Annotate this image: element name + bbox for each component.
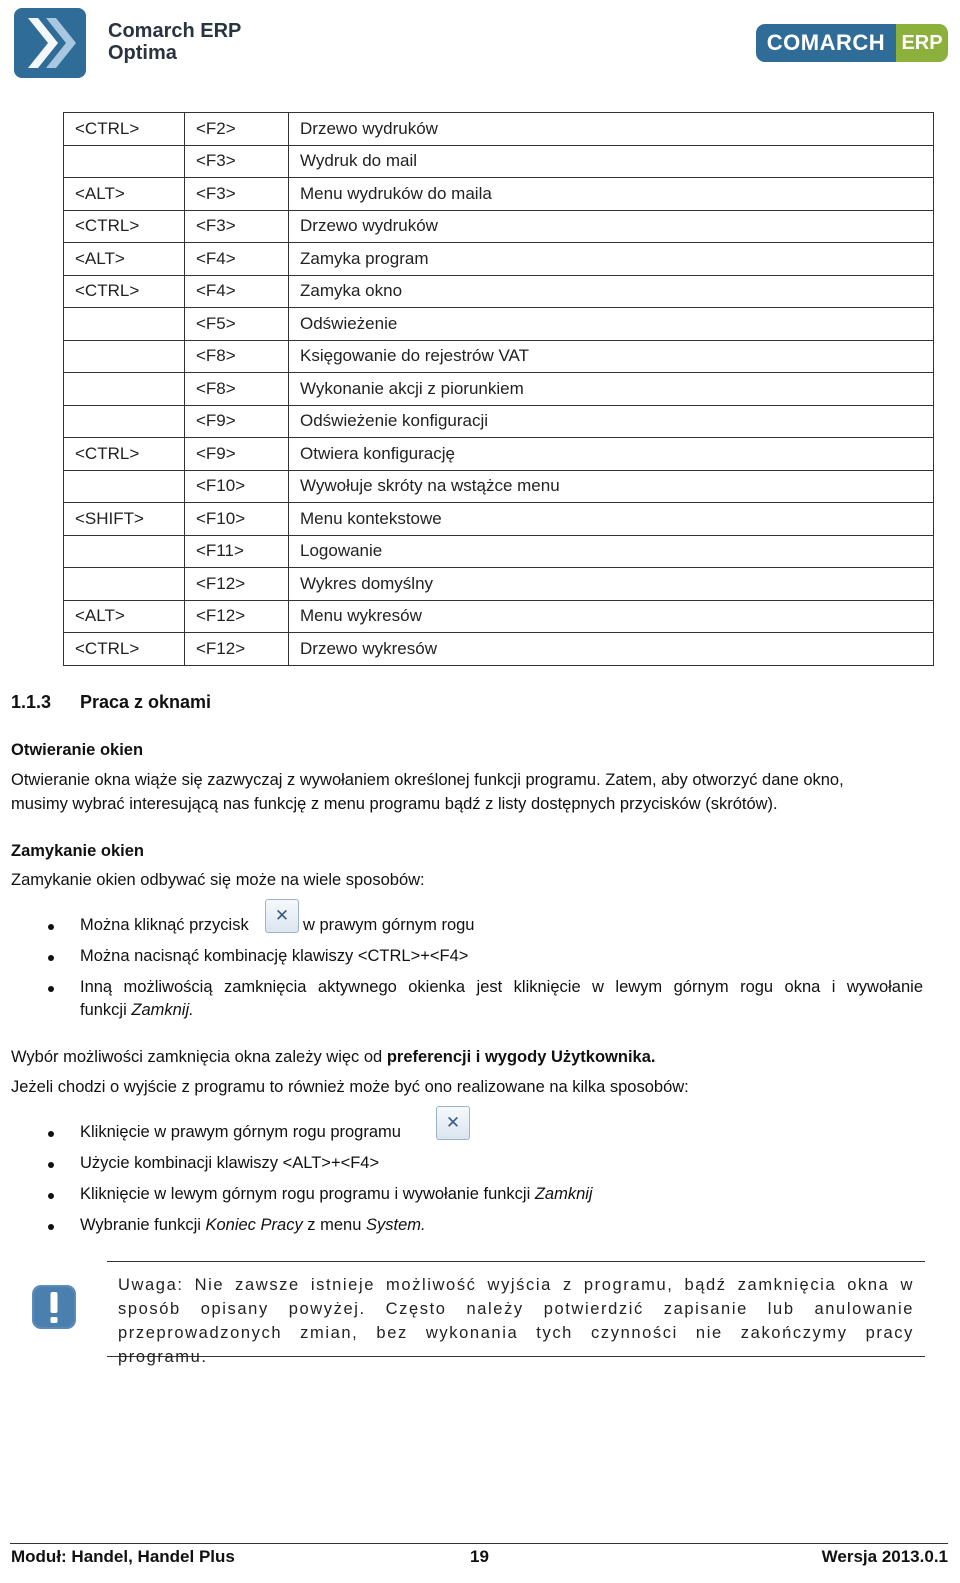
shortcut-key: <F12> [185,633,289,666]
closing-heading: Zamykanie okien [11,842,144,860]
exit-bullet-2-text: Użycie kombinacji klawiszy <ALT>+<F4> [80,1154,380,1172]
shortcut-description: Wykres domyślny [289,568,934,601]
shortcut-description: Drzewo wydruków [289,210,934,243]
shortcut-key: <F9> [185,438,289,471]
exit-intro: Jeżeli chodzi o wyjście z programu to również może być ono realizowane na kilka sposobów: [11,1078,689,1096]
bullet-icon [48,1193,54,1199]
shortcut-key: <F9> [185,405,289,438]
exit-bullet-4-italic-1: Koniec Pracy [205,1216,303,1234]
shortcut-key: <F2> [185,113,289,146]
shortcut-key: <F3> [185,145,289,178]
shortcut-description: Odświeżenie [289,308,934,341]
comarch-badge [756,24,948,62]
opening-heading: Otwieranie okien [11,741,144,759]
table-row [64,275,934,308]
table-row [64,243,934,276]
closing-bullet-3-italic: Zamknij. [131,1001,194,1019]
close-icon: ✕ [265,899,299,933]
exit-bullet-4-italic-2: System. [365,1216,426,1234]
table-row [64,438,934,471]
bullet-icon [48,955,54,961]
table-row [64,210,934,243]
shortcut-modifier: <CTRL> [64,633,185,666]
bullet-icon [48,986,54,992]
exit-bullet-4-prefix: Wybranie funkcji [80,1216,206,1234]
shortcut-key: <F10> [185,503,289,536]
comarch-badge-main: COMARCH [756,24,896,62]
shortcut-description: Menu wydruków do maila [289,178,934,211]
footer-divider [10,1543,948,1544]
opening-paragraph-line-1: Otwieranie okna wiąże się zazwyczaj z wywołaniem określonej funkcji programu. Zatem, aby otworzyć dane okno, [11,771,844,789]
shortcut-description: Odświeżenie konfiguracji [289,405,934,438]
shortcut-description: Wywołuje skróty na wstążce menu [289,470,934,503]
table-row [64,405,934,438]
table-row [64,373,934,406]
shortcut-description: Księgowanie do rejestrów VAT [289,340,934,373]
shortcut-modifier: <ALT> [64,600,185,633]
brand-name [108,20,241,64]
table-row [64,470,934,503]
table-row [64,535,934,568]
shortcut-modifier: <CTRL> [64,438,185,471]
closing-bullet-3-line-1: Inną możliwością zamknięcia aktywnego okienka jest kliknięcie w lewym górnym rogu okna i wywołanie [80,978,923,996]
brand-line-1: Comarch ERP [108,20,242,42]
footer-module: Moduł: Handel, Handel Plus [11,1547,235,1566]
shortcut-description: Otwiera konfigurację [289,438,934,471]
shortcut-key: <F12> [185,600,289,633]
shortcut-description: Logowanie [289,535,934,568]
close-icon: ✕ [436,1106,470,1140]
shortcut-description: Zamyka okno [289,275,934,308]
shortcut-key: <F5> [185,308,289,341]
table-row [64,568,934,601]
shortcut-modifier [64,308,185,341]
choice-prefix: Wybór możliwości zamknięcia okna zależy więc od [11,1048,387,1066]
choice-bold: preferencji i wygody Użytkownika. [386,1048,656,1066]
closing-bullet-1-suffix: w prawym górnym rogu [303,916,475,934]
closing-intro: Zamykanie okien odbywać się może na wiele sposobów: [11,871,425,889]
exit-bullet-3-text [80,1185,593,1204]
shortcut-description: Wykonanie akcji z piorunkiem [289,373,934,406]
shortcut-modifier: <ALT> [64,243,185,276]
shortcut-description: Drzewo wydruków [289,113,934,146]
shortcut-modifier: <CTRL> [64,210,185,243]
shortcut-modifier [64,373,185,406]
shortcut-description: Drzewo wykresów [289,633,934,666]
shortcut-modifier [64,535,185,568]
bullet-icon [48,1131,54,1137]
table-row [64,178,934,211]
shortcut-modifier [64,145,185,178]
shortcut-key: <F8> [185,340,289,373]
shortcut-table [63,112,934,666]
exit-bullet-1-text: Kliknięcie w prawym górnym rogu programu [80,1123,401,1141]
shortcut-modifier [64,405,185,438]
shortcut-key: <F3> [185,210,289,243]
shortcut-modifier: <CTRL> [64,113,185,146]
opening-paragraph-line-2: musimy wybrać interesującą nas funkcję z menu programu bądź z listy dostępnych przycisków (skrótów). [11,795,778,813]
shortcut-key: <F8> [185,373,289,406]
table-row [64,145,934,178]
closing-bullet-2-text: Można nacisnąć kombinację klawiszy <CTRL>+<F4> [80,947,469,965]
brand-line-2: Optima [108,42,177,64]
table-row [64,600,934,633]
shortcut-description: Wydruk do mail [289,145,934,178]
shortcut-modifier: <ALT> [64,178,185,211]
shortcut-key: <F4> [185,243,289,276]
shortcut-modifier [64,568,185,601]
shortcut-modifier [64,340,185,373]
closing-bullet-3-line-2 [80,1001,194,1020]
shortcut-description: Menu wykresów [289,600,934,633]
exit-bullet-3-italic: Zamknij [534,1185,593,1203]
shortcut-table-body [64,113,934,666]
exit-bullet-4-text [80,1216,426,1235]
comarch-erp-logo-icon [14,8,86,78]
section-number: 1.1.3 [11,692,52,712]
shortcut-key: <F10> [185,470,289,503]
shortcut-key: <F4> [185,275,289,308]
footer-version: Wersja 2013.0.1 [821,1547,948,1566]
bullet-icon [48,924,54,930]
shortcut-modifier: <CTRL> [64,275,185,308]
note-text: Uwaga: Nie zawsze istnieje możliwość wyjścia z programu, bądź zamknięcia okna w sposób opisany powyżej. Często należy potwierdzić zapisanie lub anulowanie przeprowadzonych zmian, bez wykonania tych czynności nie zakończymy pracy programu. [118,1276,914,1366]
comarch-badge-sub: ERP [896,24,948,62]
footer-page-number: 19 [470,1547,489,1566]
table-row [64,503,934,536]
exclamation-icon [30,1283,78,1331]
section-title: Praca z oknami [80,692,212,712]
shortcut-description: Menu kontekstowe [289,503,934,536]
bullet-icon [48,1162,54,1168]
table-row [64,633,934,666]
table-row [64,113,934,146]
table-row [64,340,934,373]
shortcut-key: <F12> [185,568,289,601]
closing-bullet-3-prefix: funkcji [80,1001,132,1019]
exit-bullet-3-prefix: Kliknięcie w lewym górnym rogu programu i wywołanie funkcji [80,1185,535,1203]
table-row [64,308,934,341]
closing-bullet-1-text: Można kliknąć przycisk [80,916,249,934]
shortcut-modifier: <SHIFT> [64,503,185,536]
shortcut-key: <F3> [185,178,289,211]
bullet-icon [48,1224,54,1230]
shortcut-key: <F11> [185,535,289,568]
choice-sentence [11,1048,656,1067]
exit-bullet-4-mid: z menu [302,1216,366,1234]
shortcut-modifier [64,470,185,503]
shortcut-description: Zamyka program [289,243,934,276]
